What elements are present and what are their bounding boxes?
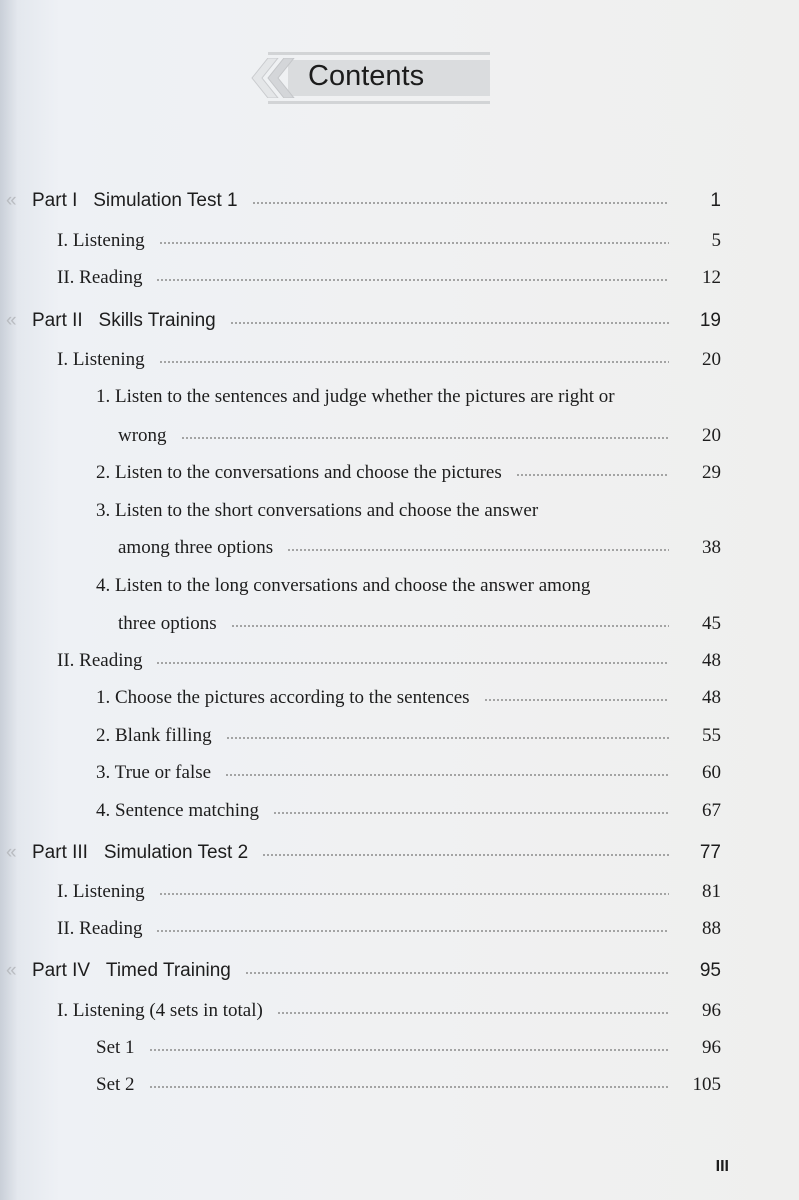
page-number: 29: [702, 462, 721, 483]
double-chevron-left-icon: [250, 58, 302, 98]
page-number: 96: [702, 1037, 721, 1058]
entry-label: I. Listening (4 sets in total): [57, 1000, 263, 1021]
toc-entry-part-3-reading[interactable]: [57, 918, 721, 940]
dot-leader: [252, 202, 669, 204]
dot-leader: [159, 893, 669, 895]
toc-entry-p2-listening-2[interactable]: [96, 462, 721, 484]
toc-entry-p2-listening-4[interactable]: [118, 613, 721, 635]
page-number: 96: [702, 1000, 721, 1021]
toc-entry-part-1[interactable]: [32, 190, 721, 212]
page-number: 48: [702, 687, 721, 708]
toc-entry-p2-reading-1[interactable]: [96, 687, 721, 709]
toc-entry-part-2-listening[interactable]: [57, 349, 721, 371]
toc-entry-text-line[interactable]: 1. Listen to the sentences and judge whether the pictures are right or: [96, 386, 615, 407]
toc-entry-set-1[interactable]: [96, 1037, 721, 1059]
toc-entry-text-line[interactable]: 4. Listen to the long conversations and choose the answer among: [96, 575, 591, 596]
dot-leader: [287, 549, 669, 551]
entry-label: II. Reading: [57, 650, 143, 671]
part-label: Part IV: [32, 960, 91, 981]
folio-page-number: III: [715, 1158, 729, 1175]
page-number: 5: [711, 230, 721, 251]
page-number: 55: [702, 725, 721, 746]
entry-label: I. Listening: [57, 881, 145, 902]
header-rule-bottom: [268, 101, 490, 104]
entry-label: Set 1: [96, 1037, 135, 1058]
page-number: 19: [699, 310, 721, 331]
page-number: 60: [702, 762, 721, 783]
dot-leader: [149, 1086, 669, 1088]
page-number: 77: [699, 842, 721, 863]
toc-entry-part-3[interactable]: [32, 842, 721, 864]
dot-leader: [277, 1012, 669, 1014]
toc-entry-part-4[interactable]: [32, 960, 721, 982]
entry-label: 2. Listen to the conversations and choose the pictures: [96, 462, 502, 483]
entry-label: 2. Blank filling: [96, 725, 212, 746]
page-number: 12: [702, 267, 721, 288]
entry-label: 3. True or false: [96, 762, 212, 783]
dot-leader: [230, 322, 669, 324]
page-number: 1: [710, 190, 721, 211]
page-number: 38: [702, 537, 721, 558]
dot-leader: [516, 474, 669, 476]
dot-leader: [226, 737, 669, 739]
part-title: Timed Training: [105, 960, 231, 981]
toc-entry-part-1-listening[interactable]: [57, 230, 721, 252]
page-number: 20: [702, 425, 721, 446]
page-number: 20: [702, 349, 721, 370]
entry-label: Set 2: [96, 1074, 135, 1095]
dot-leader: [156, 279, 669, 281]
entry-label: II. Reading: [57, 267, 143, 288]
toc-entry-p2-reading-4[interactable]: [96, 800, 721, 822]
entry-label: 4. Sentence matching: [96, 800, 260, 821]
chevron-left-icon: «: [6, 842, 17, 863]
entry-label: 1. Choose the pictures according to the sentences: [96, 687, 470, 708]
dot-leader: [149, 1049, 669, 1051]
dot-leader: [262, 854, 669, 856]
entry-label: I. Listening: [57, 230, 145, 251]
toc-entry-part-2-reading[interactable]: [57, 650, 721, 672]
page-number: 88: [702, 918, 721, 939]
part-label: Part I: [32, 190, 78, 211]
dot-leader: [159, 242, 669, 244]
dot-leader: [156, 662, 669, 664]
dot-leader: [231, 625, 669, 627]
chevron-left-icon: «: [6, 960, 17, 981]
toc-entry-p2-listening-3[interactable]: [118, 537, 721, 559]
chevron-left-icon: «: [6, 310, 17, 331]
part-label: Part II: [32, 310, 83, 331]
toc-entry-p2-reading-3[interactable]: [96, 762, 721, 784]
dot-leader: [245, 972, 669, 974]
toc-entry-part-1-reading[interactable]: [57, 267, 721, 289]
toc-entry-part-2[interactable]: [32, 310, 721, 332]
toc-entry-set-2[interactable]: [96, 1074, 721, 1096]
dot-leader: [159, 361, 669, 363]
part-title: Simulation Test 2: [103, 842, 249, 863]
entry-label: among three options: [118, 537, 274, 558]
toc-entry-p2-reading-2[interactable]: [96, 725, 721, 747]
page-number: 48: [702, 650, 721, 671]
dot-leader: [181, 437, 669, 439]
toc-entry-p2-listening-1[interactable]: [118, 425, 721, 447]
page-title: Contents: [308, 60, 425, 92]
toc-entry-text-line[interactable]: 3. Listen to the short conversations and choose the answer: [96, 500, 539, 521]
toc-entry-part-3-listening[interactable]: [57, 881, 721, 903]
page-number: 45: [702, 613, 721, 634]
page-number: 67: [702, 800, 721, 821]
entry-label: three options: [118, 613, 217, 634]
dot-leader: [156, 930, 669, 932]
part-title: Simulation Test 1: [93, 190, 238, 211]
entry-label: wrong: [118, 425, 167, 446]
dot-leader: [484, 699, 669, 701]
page-number: 81: [702, 881, 721, 902]
part-label: Part III: [32, 842, 88, 863]
part-title: Skills Training: [98, 310, 216, 331]
toc-entry-part-4-listening[interactable]: [57, 1000, 721, 1022]
header-rule-top: [268, 52, 490, 55]
entry-label: I. Listening: [57, 349, 145, 370]
dot-leader: [273, 812, 669, 814]
page-number: 105: [692, 1074, 721, 1095]
chevron-left-icon: «: [6, 190, 17, 211]
entry-label: II. Reading: [57, 918, 143, 939]
page-number: 95: [699, 960, 721, 981]
contents-header: [250, 52, 490, 104]
dot-leader: [225, 774, 669, 776]
